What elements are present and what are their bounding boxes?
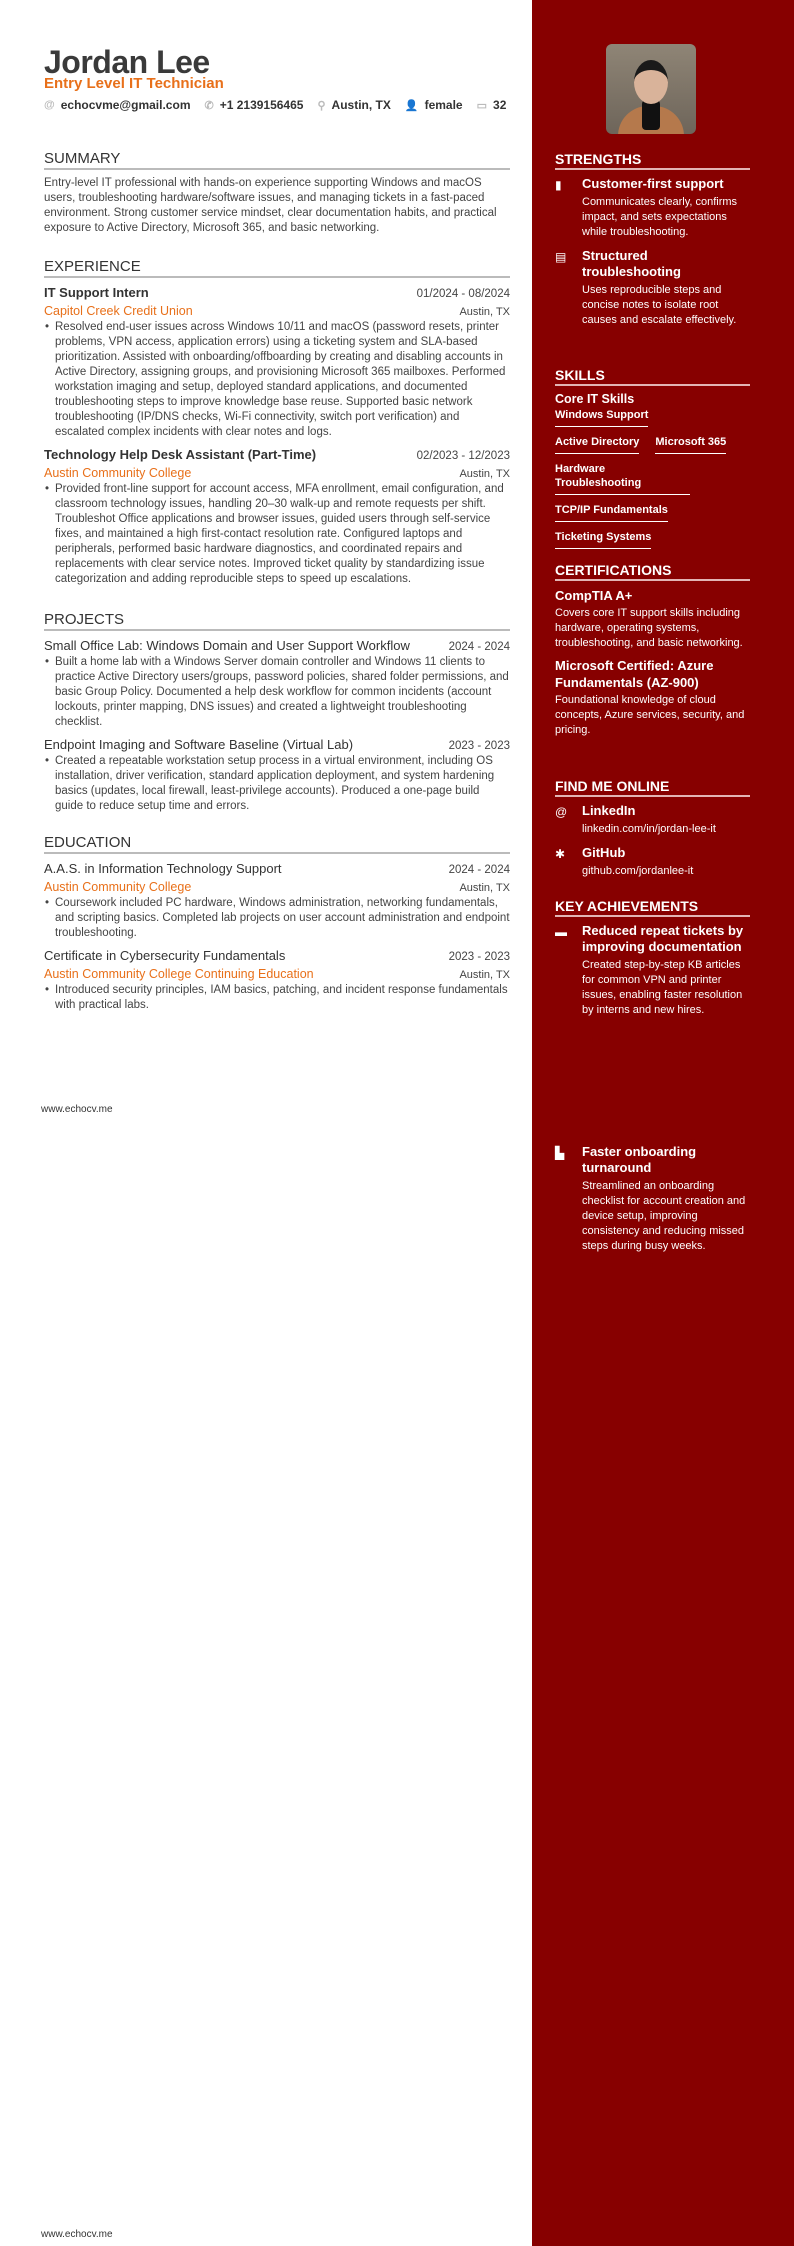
summary-text: Entry-level IT professional with hands-on experience supporting Windows and macOS users, troubleshooting hardware/software issues, and managing tickets in a fast-paced environment. Strong customer service mindset, clear documentation habits, and practical exposure to Active Directory, Microsoft 365, and basic networking. [44,177,497,234]
projects-section [44,613,510,820]
achievement-title: Reduced repeat tickets by improving documentation [582,923,744,954]
phone-icon: ✆ [204,99,214,112]
project-dates: 2023 - 2023 [448,740,510,752]
contact-email: echocvme@gmail.com [60,98,191,112]
skill-tag: Hardware Troubleshooting [555,462,690,495]
at-icon: @ [44,99,55,111]
edu-location: Austin, TX [459,969,510,981]
summary-section [44,152,510,236]
online-title: LinkedIn [582,803,636,818]
online-title: GitHub [582,845,626,860]
experience-item [44,284,510,440]
strength-title: Customer-first support [582,176,724,191]
job-role: Technology Help Desk Assistant (Part-Time) [44,447,317,462]
edu-dates: 2023 - 2023 [448,951,510,963]
section-heading: SUMMARY [44,152,510,170]
edu-location: Austin, TX [459,882,510,894]
education-item [44,947,510,1013]
cert-desc: Foundational knowledge of cloud concepts, Azure services, security, and pricing. [555,694,745,736]
achievement-desc: Streamlined an onboarding checklist for account creation and device setup, improving consistency and reducing missed steps during busy weeks. [582,1180,746,1252]
calendar-icon: ▭ [476,99,488,112]
online-section [555,779,750,887]
profile-photo [606,44,696,134]
strength-title: Structured troubleshooting [582,248,681,279]
file-plus-icon: ▙ [555,1146,565,1160]
sidebar [532,0,794,2246]
archive-icon: ▬ [555,925,567,939]
clipboard-icon: ▤ [555,250,567,264]
location-icon: ⚲ [317,99,326,112]
project-item [44,637,510,730]
skill-tag: Microsoft 365 [655,435,726,454]
bullet: • Provided front-line support for account access, MFA enrollment, email configuration, and classroom technology issues, handling 20–30 walk-up and remote requests per shift. Troubleshot Office applications and browser issues, guided users through self-service fixes, and maintained a high first-contact resolution rate. Configured laptops and peripherals, performed basic hardware diagnostics, and coordinated repairs and replacements with clear service notes. Improved ticket quality by standardizing issue categorization and adding reproducible steps to speed up escalations. [44,482,510,587]
degree: A.A.S. in Information Technology Support [44,861,282,876]
section-heading: EXPERIENCE [44,260,510,278]
online-url[interactable]: github.com/jordanlee-it [582,865,694,877]
skill-tag: Active Directory [555,435,639,454]
bullet: • Built a home lab with a Windows Server domain controller and Windows 11 clients to practice Active Directory users/groups, password policies, shared folder permissions, and basic Group Policy. Documented a help desk workflow for common incidents (account lockouts, printer mapping, DNS issues) and created a lightweight troubleshooting checklist. [44,655,510,730]
strength-desc: Communicates clearly, confirms impact, and sets expectations while troubleshooting. [582,196,738,238]
cert-desc: Covers core IT support skills including hardware, operating systems, troubleshooting, and basic networking. [555,607,743,649]
footer-link[interactable]: www.echocv.me [41,1104,113,1115]
contact-location: Austin, TX [331,98,391,112]
cert-title: Microsoft Certified: Azure Fundamentals (AZ-900) [555,658,714,690]
at-icon: @ [555,805,568,819]
section-heading: PROJECTS [44,613,510,631]
education-section [44,836,510,1019]
degree: Certificate in Cybersecurity Fundamentals [44,948,286,963]
skill-tag: Ticketing Systems [555,530,651,549]
achievement-title: Faster onboarding turnaround [582,1144,697,1175]
skill-category: Core IT Skills [555,392,635,406]
achievement-item [555,1144,750,1254]
job-title: Entry Level IT Technician [44,75,224,92]
skill-tag: TCP/IP Fundamentals [555,503,668,522]
experience-item [44,446,510,587]
project-dates: 2024 - 2024 [448,641,510,653]
certifications-section [555,563,750,744]
employer: Capitol Creek Credit Union [44,304,193,318]
book-icon: ▮ [555,178,562,192]
section-heading: FIND ME ONLINE [555,779,750,797]
job-location: Austin, TX [459,468,510,480]
job-dates: 02/2023 - 12/2023 [416,450,510,462]
project-title: Small Office Lab: Windows Domain and User Support Workflow [44,638,410,653]
section-heading: KEY ACHIEVEMENTS [555,899,750,917]
strength-item [555,248,750,328]
section-heading: SKILLS [555,368,750,386]
online-url[interactable]: linkedin.com/in/jordan-lee-it [582,823,716,835]
strength-item [555,176,750,240]
edu-dates: 2024 - 2024 [448,864,510,876]
cert-item [555,657,750,738]
job-role: IT Support Intern [44,285,149,300]
strengths-section [555,152,750,336]
project-item [44,736,510,814]
bug-icon: ✱ [555,847,566,861]
project-title: Endpoint Imaging and Software Baseline (Virtual Lab) [44,737,354,752]
bullet: • Introduced security principles, IAM basics, patching, and incident response fundamentals with practical labs. [44,983,510,1013]
cert-title: CompTIA A+ [555,588,633,603]
contact-gender: female [424,98,463,112]
bullet: • Coursework included PC hardware, Windows administration, networking fundamentals, and scripting basics. Completed lab projects on user account administration and endpoint troubleshooting. [44,896,510,941]
footer-link[interactable]: www.echocv.me [41,2229,113,2240]
contact-row [44,98,520,112]
section-heading: EDUCATION [44,836,510,854]
section-heading: STRENGTHS [555,152,750,170]
contact-phone: +1 2139156465 [219,98,304,112]
cert-item [555,587,750,651]
job-location: Austin, TX [459,306,510,318]
candidate-name: Jordan Lee [44,44,210,80]
bullet: • Created a repeatable workstation setup process in a virtual environment, including OS installation, driver verification, standard application deployment, and system hardening basics (updates, local firewall, least-privilege accounts). Produced a one-page build guide to reduce setup time and errors. [44,754,510,814]
employer: Austin Community College [44,466,192,480]
achievement-item [555,923,750,1018]
achievements-section-continued [555,1144,750,1262]
skill-tag: Windows Support [555,408,648,427]
online-item[interactable] [555,803,750,837]
achievement-desc: Created step-by-step KB articles for common VPN and printer issues, enabling faster resolution by interns and new hires. [582,959,743,1016]
contact-age: 32 [493,98,507,112]
section-heading: CERTIFICATIONS [555,563,750,581]
education-item [44,860,510,941]
strength-desc: Uses reproducible steps and concise notes to isolate root causes and escalate effectively. [582,284,737,326]
experience-section [44,260,510,593]
achievements-section [555,899,750,1026]
job-dates: 01/2024 - 08/2024 [416,288,510,300]
bullet: • Resolved end-user issues across Windows 10/11 and macOS (password resets, printer problems, VPN access, application errors) using a ticketing system and SLA-based prioritization. Assisted with onboarding/offboarding by creating and disabling accounts in Active Directory, assigning groups, and provisioning Microsoft 365 mailboxes. Performed workstation imaging and setup, deployed standard applications, and documented troubleshooting steps to improve knowledge base reuse. Supported basic network troubleshooting (IP/DNS checks, Wi-Fi connectivity, switch port verification) and escalated complex incidents with clear notes and logs. [44,320,510,440]
school: Austin Community College Continuing Education [44,967,314,981]
person-icon: 👤 [404,99,419,112]
school: Austin Community College [44,880,192,894]
skills-section [555,368,750,557]
online-item[interactable] [555,845,750,879]
